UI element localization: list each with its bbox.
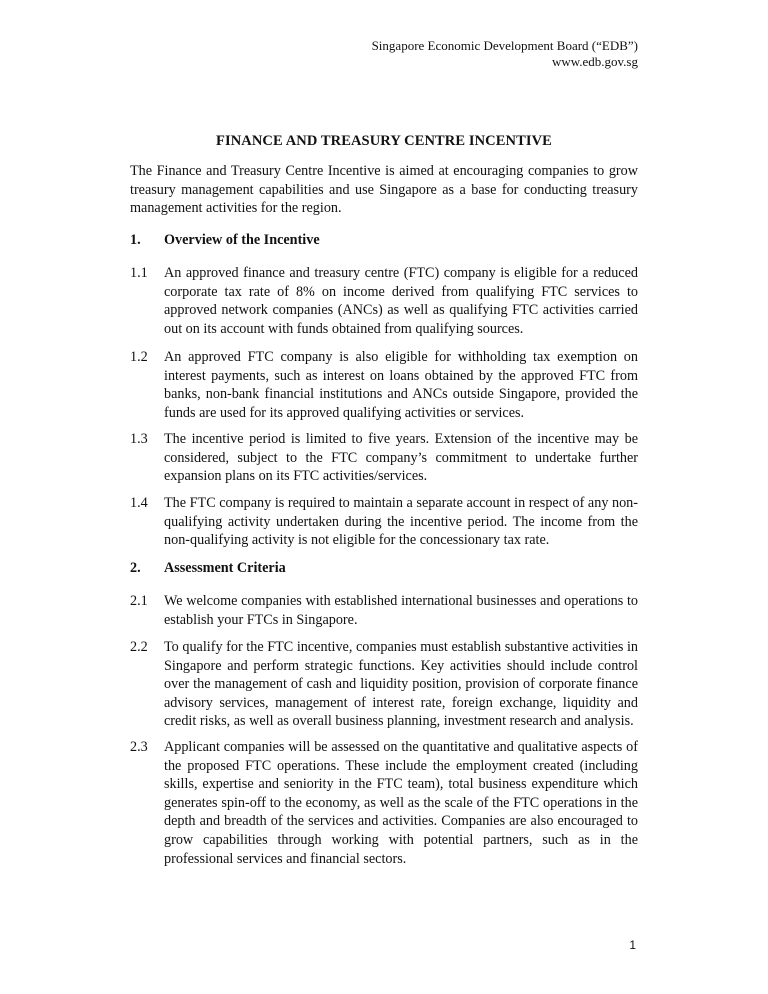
paragraph-1-1 bbox=[130, 264, 638, 338]
page-header bbox=[372, 38, 638, 70]
paragraph-number: 2.2 bbox=[130, 639, 148, 655]
header-organization: Singapore Economic Development Board (“EDB”) bbox=[371, 38, 638, 53]
paragraph-text: We welcome companies with established international businesses and operations to establish your FTCs in Singapore. bbox=[164, 593, 638, 628]
paragraph-number: 2.1 bbox=[130, 593, 148, 609]
paragraph-2-1 bbox=[130, 592, 638, 629]
paragraph-text: Applicant companies will be assessed on the quantitative and qualitative aspects of the proposed FTC operations. These include the employment created (including skills, expertise and seniority in the FTC team), total business expenditure which generates spin-off to the economy, as well as the scale of the FTC operations in the depth and breadth of the services and activities. Companies are also encouraged to grow capabilities through working with potential partners, such as in the professional services and financial sectors. bbox=[164, 739, 638, 867]
paragraph-text: The FTC company is required to maintain a separate account in respect of any non-qualifying activity undertaken during the incentive period. The income from the non-qualifying activity is not eligible for the concessionary tax rate. bbox=[164, 495, 638, 549]
paragraph-1-4 bbox=[130, 494, 638, 550]
header-website: www.edb.gov.sg bbox=[551, 54, 638, 69]
paragraph-number: 1.2 bbox=[130, 349, 148, 365]
paragraph-2-3 bbox=[130, 738, 638, 868]
section-number: 1. bbox=[130, 232, 141, 248]
paragraph-number: 1.4 bbox=[130, 495, 148, 511]
paragraph-text: The incentive period is limited to five years. Extension of the incentive may be considered, subject to the FTC company’s commitment to undertake further expansion plans on its FTC activities/services. bbox=[164, 431, 638, 485]
paragraph-2-2 bbox=[130, 638, 638, 731]
page-number: 1 bbox=[629, 938, 636, 952]
paragraph-1-2 bbox=[130, 348, 638, 422]
paragraph-text: To qualify for the FTC incentive, companies must establish substantive activities in Singapore and perform strategic functions. Key activities should include control over the management of cash and liquidity position, provision of corporate finance advisory services, management of interest rate, foreign exchange, liquidity and credit risks, as well as overall business planning, investment research and analysis. bbox=[164, 639, 638, 730]
paragraph-number: 1.1 bbox=[130, 265, 148, 281]
section-title: Overview of the Incentive bbox=[164, 232, 320, 248]
paragraph-number: 1.3 bbox=[130, 431, 148, 447]
paragraph-1-3 bbox=[130, 430, 638, 486]
paragraph-text: An approved finance and treasury centre (FTC) company is eligible for a reduced corporate tax rate of 8% on income derived from qualifying FTC services to approved network companies (ANCs) as well as qualifying FTC activities carried out on its account with funds obtained from qualifying sources. bbox=[164, 265, 638, 337]
paragraph-number: 2.3 bbox=[130, 739, 148, 755]
document-title: FINANCE AND TREASURY CENTRE INCENTIVE bbox=[216, 133, 552, 149]
section-title: Assessment Criteria bbox=[164, 560, 286, 576]
paragraph-text: An approved FTC company is also eligible for withholding tax exemption on interest payments, such as interest on loans obtained by the approved FTC from banks, non-bank financial institutions and ANCs outside Singapore, provided the funds are used for its approved qualifying activities or services. bbox=[164, 349, 638, 421]
intro-paragraph: The Finance and Treasury Centre Incentive is aimed at encouraging companies to grow treasury management capabilities and use Singapore as a base for conducting treasury management activities for the region. bbox=[130, 163, 638, 216]
section-number: 2. bbox=[130, 560, 141, 576]
